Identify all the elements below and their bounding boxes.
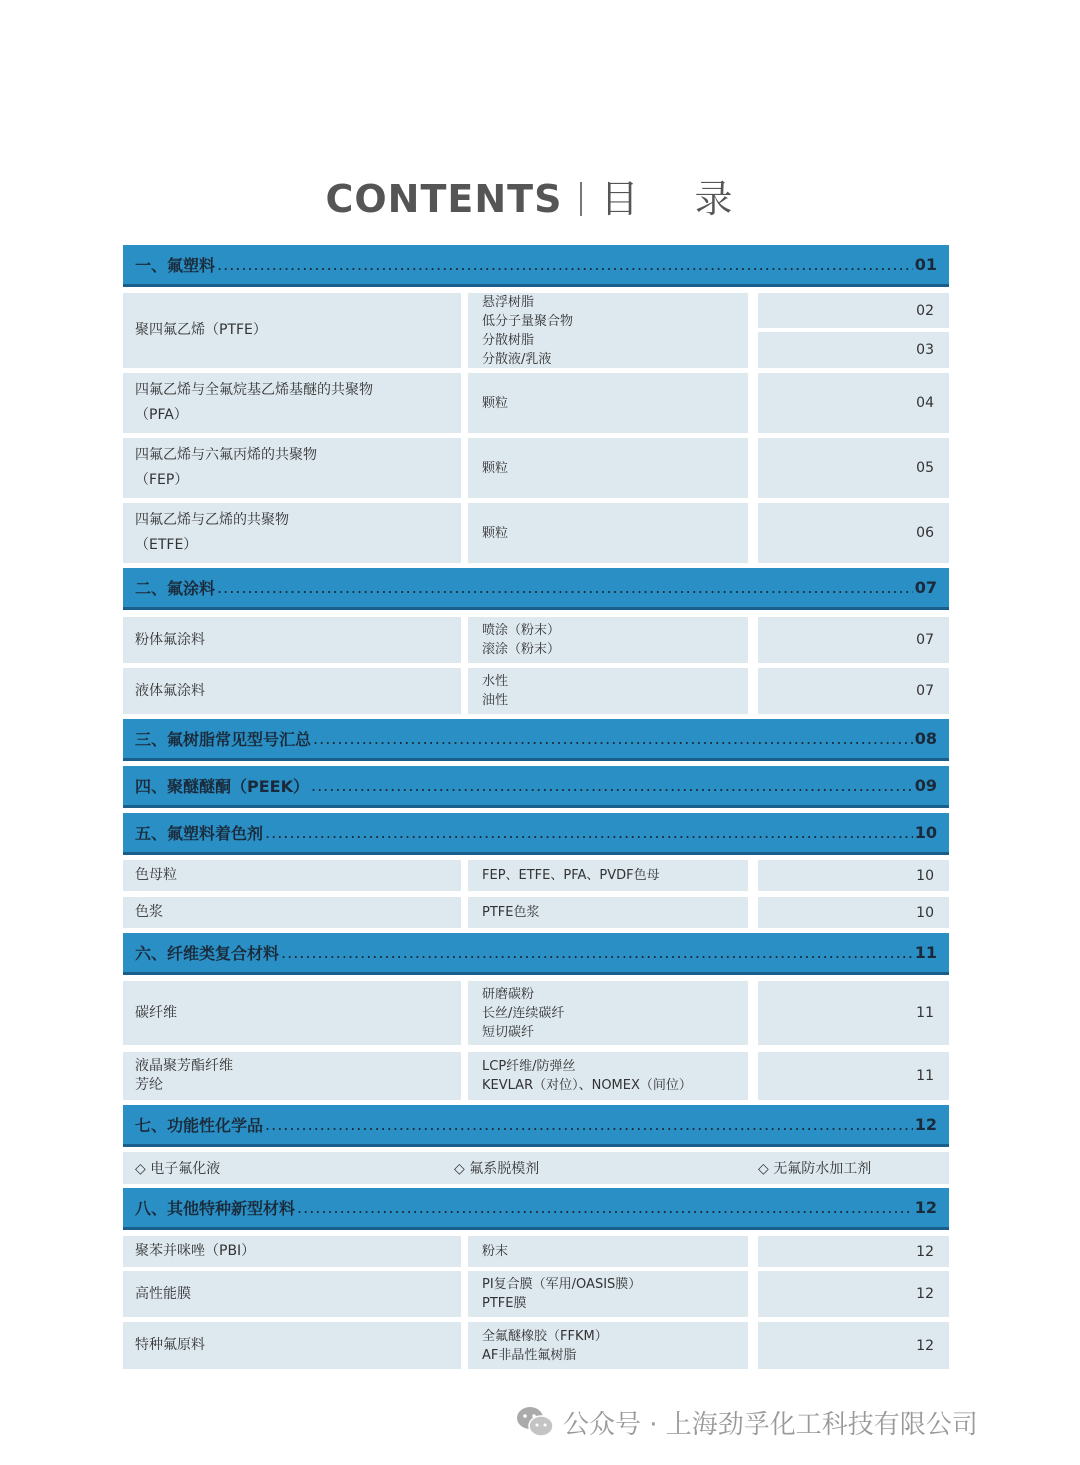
type-line: 水性 — [482, 674, 509, 689]
type-line: LCP纤维/防弹丝 — [482, 1059, 576, 1074]
row-name-line: （ETFE） — [135, 537, 198, 553]
leader-dots — [217, 578, 913, 597]
page-number: 07 — [916, 632, 934, 648]
row-types — [468, 668, 748, 714]
page-number: 07 — [916, 683, 934, 699]
row-page — [758, 1052, 949, 1100]
type-line: 颗粒 — [482, 525, 509, 541]
row-name — [123, 617, 461, 663]
row-page — [758, 981, 949, 1045]
type-line: 颗粒 — [482, 460, 509, 476]
section-label: 七、功能性化学品 — [135, 1116, 264, 1135]
row-types — [468, 897, 748, 928]
section-header[interactable] — [123, 1188, 949, 1230]
row-name-text: 色浆 — [135, 904, 163, 920]
row-types — [468, 438, 748, 498]
row-name-line: 四氟乙烯与六氟丙烯的共聚物 — [135, 447, 317, 463]
type-line: 低分子量聚合物 — [482, 313, 574, 329]
type-line: PI复合膜（军用/OASIS膜） — [482, 1277, 642, 1292]
row-name-line: 四氟乙烯与乙烯的共聚物 — [135, 512, 289, 528]
wechat-icon — [515, 1405, 555, 1439]
row-types — [468, 1271, 748, 1317]
row-types — [468, 860, 748, 891]
page-number: 05 — [916, 460, 934, 476]
row-page — [758, 860, 949, 891]
page-number: 10 — [916, 904, 934, 921]
section-page: 11 — [914, 943, 937, 962]
leader-dots — [281, 943, 913, 962]
leader-dots — [265, 823, 913, 842]
chem-item: ◇ 氟系脱模剂 — [454, 1161, 540, 1177]
row-name — [123, 981, 461, 1045]
section-label: 六、纤维类复合材料 — [135, 944, 280, 963]
type-line: 分散液/乳液 — [482, 351, 552, 367]
row-name-text: 聚苯并咪唑（PBI） — [135, 1243, 256, 1259]
row-name — [123, 1322, 461, 1369]
page-number: 03 — [916, 342, 934, 358]
row-name — [123, 503, 461, 563]
section-header[interactable] — [123, 719, 949, 761]
section-page: 09 — [914, 776, 937, 795]
section-header[interactable] — [123, 568, 949, 610]
row-types — [468, 503, 748, 563]
type-line: PTFE膜 — [482, 1296, 527, 1311]
type-line: 悬浮树脂 — [482, 294, 535, 310]
type-line: 研磨碳粉 — [482, 986, 535, 1002]
row-page — [758, 373, 949, 433]
row-name-text: 聚四氟乙烯（PTFE） — [135, 322, 267, 338]
row-name — [123, 1236, 461, 1267]
page-number: 11 — [916, 1068, 934, 1084]
row-types — [468, 373, 748, 433]
type-line: 全氟醚橡胶（FFKM） — [482, 1328, 608, 1344]
row-page — [758, 293, 949, 328]
row-types — [468, 293, 748, 368]
leader-dots — [217, 255, 913, 274]
section-header[interactable] — [123, 813, 949, 855]
row-name — [123, 1052, 461, 1100]
section-page: 01 — [914, 255, 937, 274]
type-line: 短切碳纤 — [482, 1024, 535, 1040]
row-name — [123, 860, 461, 891]
section-header[interactable] — [123, 1105, 949, 1147]
row-name-text: 液体氟涂料 — [135, 682, 205, 699]
leader-dots — [311, 776, 913, 795]
row-name-text: 碳纤维 — [135, 1004, 177, 1021]
row-name — [123, 897, 461, 928]
section-label: 五、氟塑料着色剂 — [135, 824, 264, 843]
watermark-text: 公众号 · 上海劲孚化工科技有限公司 — [563, 1409, 978, 1440]
row-page — [758, 897, 949, 928]
row-types — [468, 1322, 748, 1369]
page-number: 12 — [916, 1337, 934, 1354]
row-types — [468, 617, 748, 663]
title-divider — [580, 182, 582, 216]
type-line: 喷涂（粉末） — [482, 623, 561, 638]
row-name-text: 色母粒 — [135, 867, 177, 883]
row-types — [468, 1236, 748, 1267]
title-cn: 目 录 — [600, 177, 755, 221]
row-page — [758, 668, 949, 714]
type-line: 油性 — [482, 693, 509, 708]
row-page — [758, 1271, 949, 1317]
page-number: 02 — [916, 302, 934, 319]
page-number: 06 — [916, 525, 934, 541]
title-en: CONTENTS — [325, 177, 563, 221]
row-name — [123, 373, 461, 433]
section-page: 07 — [914, 578, 937, 597]
row-name — [123, 1271, 461, 1317]
section-label: 三、氟树脂常见型号汇总 — [135, 730, 312, 749]
section-page: 10 — [914, 823, 937, 842]
section-label: 八、其他特种新型材料 — [135, 1199, 296, 1218]
row-name-text: 特种氟原料 — [135, 1337, 205, 1353]
section-header[interactable] — [123, 933, 949, 975]
row-page — [758, 1322, 949, 1369]
page-number: 11 — [916, 1005, 934, 1021]
section-page: 12 — [914, 1115, 937, 1134]
row-name — [123, 668, 461, 714]
row-page — [758, 1236, 949, 1267]
type-line: FEP、ETFE、PFA、PVDF色母 — [482, 868, 660, 883]
page-title — [0, 168, 1080, 223]
row-page — [758, 617, 949, 663]
section-label: 一、氟塑料 — [135, 256, 216, 275]
chemicals-row — [123, 1152, 949, 1184]
row-name — [123, 293, 461, 368]
row-name-line: 液晶聚芳酯纤维 — [135, 1058, 233, 1074]
row-name-line: （FEP） — [135, 472, 189, 488]
type-line: 粉末 — [482, 1244, 509, 1259]
section-page: 08 — [914, 729, 937, 748]
type-line: 分散树脂 — [482, 332, 535, 348]
row-name-text: 粉体氟涂料 — [135, 631, 205, 648]
row-name-line: （PFA） — [135, 407, 188, 423]
chem-item: ◇ 无氟防水加工剂 — [758, 1161, 872, 1177]
leader-dots — [313, 729, 913, 748]
section-header[interactable] — [123, 245, 949, 287]
row-page — [758, 332, 949, 368]
row-types — [468, 1052, 748, 1100]
page-number: 12 — [916, 1286, 934, 1302]
leader-dots — [297, 1198, 913, 1217]
page-number: 04 — [916, 395, 934, 411]
row-name-line: 四氟乙烯与全氟烷基乙烯基醚的共聚物 — [135, 382, 373, 398]
row-types — [468, 981, 748, 1045]
type-line: KEVLAR（对位）、NOMEX（间位） — [482, 1078, 692, 1093]
type-line: 长丝/连续碳纤 — [482, 1005, 565, 1021]
page-number: 10 — [916, 867, 934, 884]
section-label: 四、聚醚醚酮（PEEK） — [135, 777, 309, 796]
type-line: PTFE色浆 — [482, 905, 540, 920]
watermark — [515, 1402, 978, 1442]
section-page: 12 — [914, 1198, 937, 1217]
leader-dots — [265, 1115, 913, 1134]
section-header[interactable] — [123, 766, 949, 808]
row-name-line: 芳纶 — [135, 1077, 163, 1093]
row-name-text: 高性能膜 — [135, 1285, 191, 1302]
type-line: 颗粒 — [482, 395, 509, 411]
row-name — [123, 438, 461, 498]
section-label: 二、氟涂料 — [135, 579, 216, 598]
type-line: 滚涂（粉末） — [482, 642, 561, 657]
chem-item: ◇ 电子氟化液 — [135, 1161, 221, 1177]
row-page — [758, 438, 949, 498]
page-number: 12 — [916, 1243, 934, 1260]
type-line: AF非晶性氟树脂 — [482, 1347, 577, 1363]
row-page — [758, 503, 949, 563]
